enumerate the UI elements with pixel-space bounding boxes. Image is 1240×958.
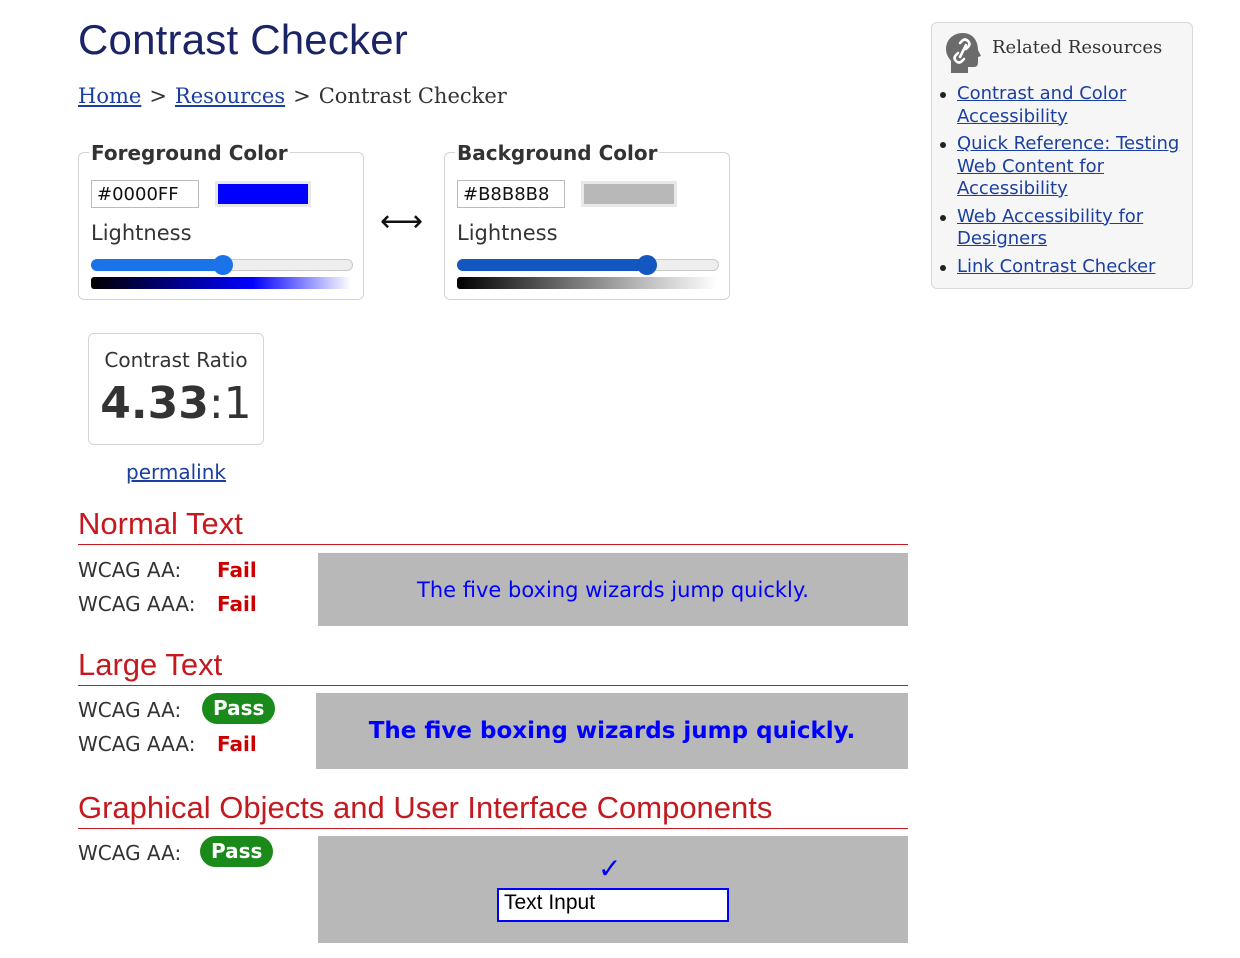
normal-aaa-label: WCAG AAA:	[78, 592, 196, 616]
background-color-panel	[444, 141, 730, 300]
background-hex-input[interactable]	[457, 180, 565, 208]
background-lightness-slider[interactable]	[457, 259, 719, 271]
related-resources-list	[956, 83, 1186, 283]
normal-text-sample: The five boxing wizards jump quickly.	[417, 577, 809, 602]
breadcrumb-separator: >	[149, 84, 167, 108]
breadcrumb-resources-link[interactable]: Resources	[174, 84, 286, 108]
foreground-color-swatch[interactable]	[215, 181, 311, 207]
checkmark-icon: ✓	[598, 852, 622, 885]
graphical-aa-label: WCAG AA:	[78, 841, 182, 865]
contrast-ratio-number: 4.33	[100, 378, 209, 429]
background-legend: Background Color	[457, 141, 658, 165]
related-link-link-contrast[interactable]: Link Contrast Checker	[957, 255, 1156, 277]
normal-aa-label: WCAG AA:	[78, 558, 182, 582]
related-link-item	[956, 133, 1186, 201]
contrast-ratio-suffix: :1	[208, 378, 252, 429]
foreground-lightness-gradient	[91, 277, 351, 289]
foreground-legend: Foreground Color	[91, 141, 288, 165]
normal-text-preview	[318, 553, 908, 626]
text-input-demo[interactable]: Text Input	[497, 888, 729, 922]
large-aaa-result: Fail	[217, 732, 257, 756]
large-aa-result-badge: Pass	[202, 693, 275, 724]
foreground-lightness-label: Lightness	[91, 221, 192, 245]
related-resources-panel	[931, 22, 1193, 289]
breadcrumb-home-link[interactable]: Home	[78, 84, 142, 108]
large-text-preview	[316, 693, 908, 769]
related-resources-title: Related Resources	[992, 37, 1163, 58]
background-slider-fill	[457, 259, 646, 271]
foreground-color-panel	[78, 141, 364, 300]
breadcrumb-current: Contrast Checker	[318, 84, 507, 108]
related-link-item	[956, 83, 1186, 128]
swap-arrows-icon[interactable]: ⟷	[380, 204, 424, 239]
link-head-icon	[944, 31, 982, 79]
related-link-item	[956, 206, 1186, 251]
related-link-designers[interactable]: Web Accessibility for Designers	[957, 205, 1144, 249]
contrast-ratio-label: Contrast Ratio	[104, 348, 248, 372]
normal-aa-result: Fail	[217, 558, 257, 582]
normal-aaa-result: Fail	[217, 592, 257, 616]
related-link-contrast-color[interactable]: Contrast and Color Accessibility	[957, 83, 1127, 127]
permalink-link[interactable]: permalink	[126, 460, 226, 484]
large-aa-label: WCAG AA:	[78, 698, 182, 722]
foreground-slider-fill	[91, 259, 222, 271]
background-slider-thumb[interactable]	[637, 255, 657, 275]
background-lightness-label: Lightness	[457, 221, 558, 245]
large-text-heading: Large Text	[78, 645, 908, 686]
related-link-quick-reference[interactable]: Quick Reference: Testing Web Content for Accessibility	[957, 133, 1180, 199]
breadcrumb-separator: >	[293, 84, 311, 108]
contrast-ratio-value	[89, 378, 263, 429]
page-title: Contrast Checker	[78, 16, 408, 63]
graphical-aa-result-badge: Pass	[200, 836, 273, 867]
contrast-ratio-panel	[88, 333, 264, 445]
large-aaa-label: WCAG AAA:	[78, 732, 196, 756]
graphical-objects-heading: Graphical Objects and User Interface Components	[78, 788, 908, 829]
background-color-swatch[interactable]	[581, 181, 677, 207]
foreground-lightness-slider[interactable]	[91, 259, 353, 271]
large-text-sample: The five boxing wizards jump quickly.	[368, 718, 856, 744]
background-lightness-gradient	[457, 277, 717, 289]
breadcrumb	[78, 84, 507, 108]
related-link-item	[956, 256, 1186, 279]
foreground-slider-thumb[interactable]	[213, 255, 233, 275]
normal-text-heading: Normal Text	[78, 504, 908, 545]
foreground-hex-input[interactable]	[91, 180, 199, 208]
